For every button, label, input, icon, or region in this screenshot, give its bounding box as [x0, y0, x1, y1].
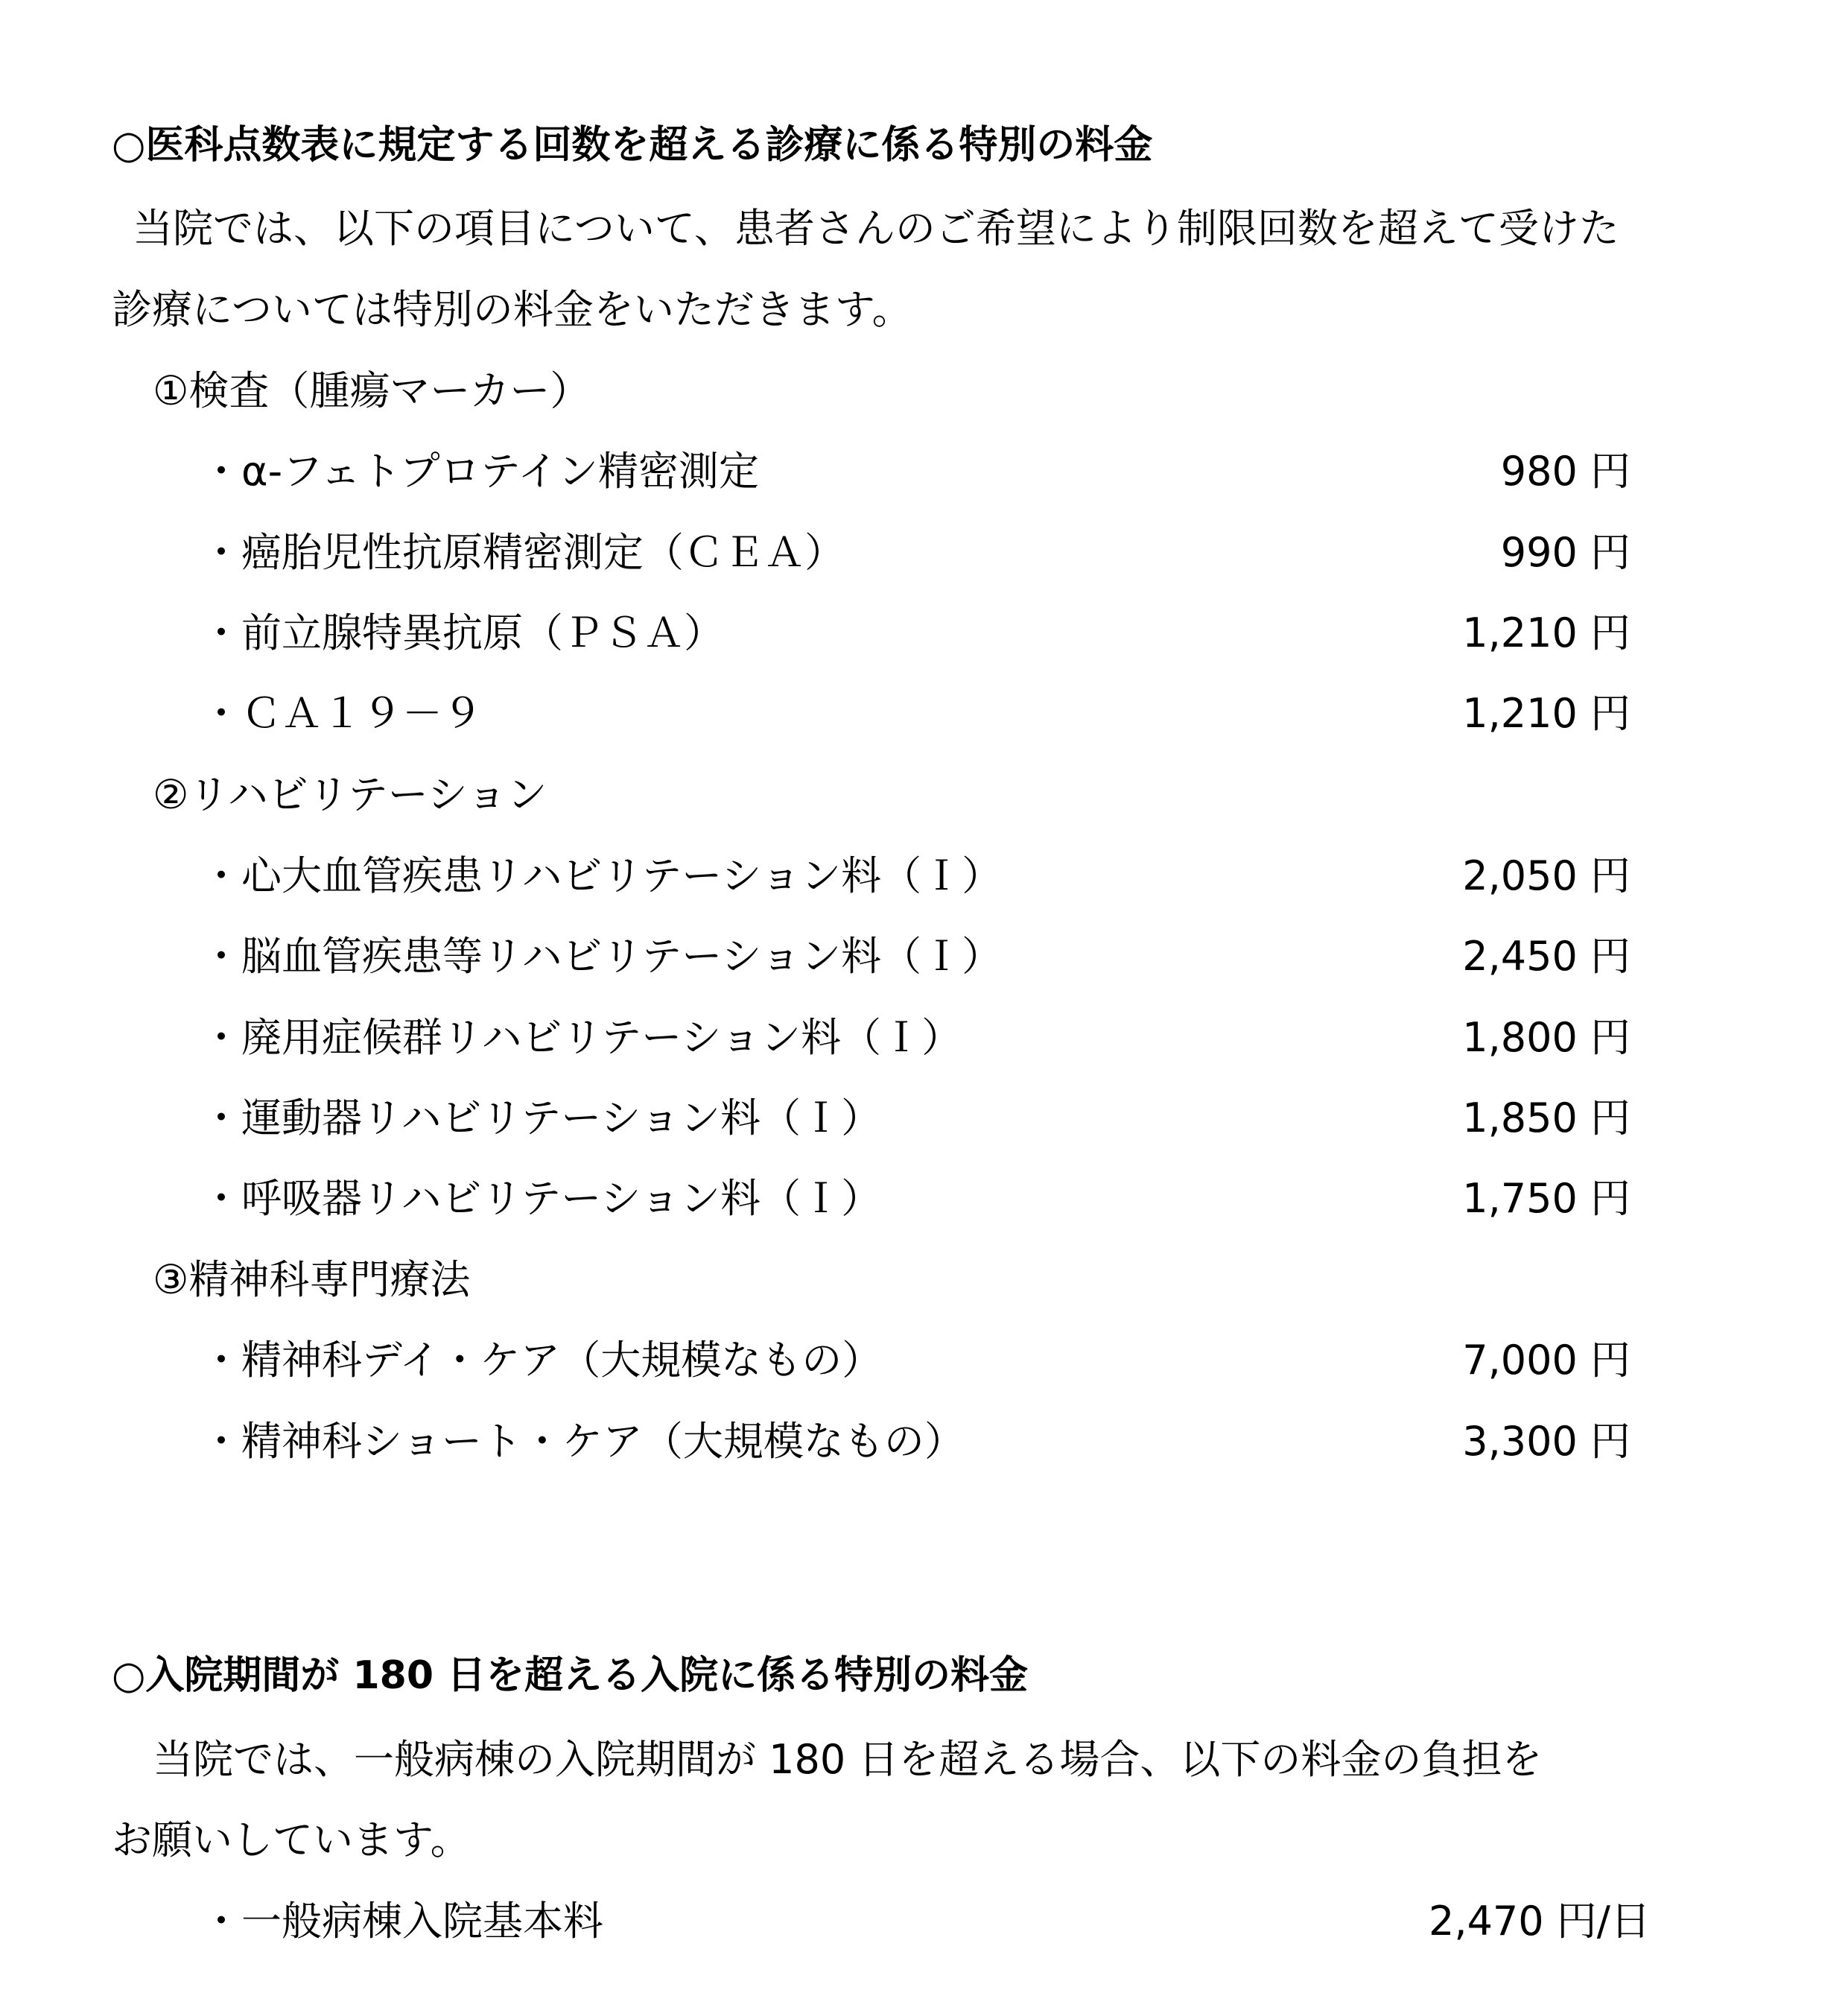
item-name: ・ＣＡ１９－９ — [201, 690, 483, 737]
item-price: 2,450 円 — [1462, 933, 1631, 980]
item-price: 980 円 — [1500, 448, 1631, 495]
item-price: 2,470 円/日 — [1429, 1898, 1651, 1945]
item-price: 1,850 円 — [1462, 1094, 1631, 1141]
item-price: 1,210 円 — [1462, 609, 1631, 656]
item-name: ・前立腺特異抗原（ＰＳＡ） — [201, 609, 724, 656]
item-name: ・精神科ショート・ケア（大規模なもの） — [201, 1418, 965, 1465]
section2-intro-line2: お願いしています。 — [112, 1816, 471, 1863]
category-label-tests: ①検査（腫瘍マーカー） — [153, 367, 591, 414]
item-name: ・α-フェトプロテイン精密測定 — [201, 448, 759, 495]
section2-intro-line1: 当院では、一般病棟の入院期間が 180 日を超える場合、以下の料金の負担を — [153, 1736, 1543, 1783]
section1-intro-line2: 診療については特別の料金をいただきます。 — [112, 286, 912, 333]
section1-intro-line1: 当院では、以下の項目について、患者さんのご希望により制限回数を超えて受けた — [133, 205, 1619, 252]
item-price: 1,750 円 — [1462, 1175, 1631, 1222]
item-name: ・精神科デイ・ケア（大規模なもの） — [201, 1337, 883, 1384]
item-price: 2,050 円 — [1462, 852, 1631, 899]
item-price: 1,800 円 — [1462, 1014, 1631, 1061]
item-name: ・癌胎児性抗原精密測定（ＣＥＡ） — [201, 529, 845, 576]
item-price: 7,000 円 — [1462, 1337, 1631, 1384]
item-name: ・心大血管疾患リハビリテーション料（Ｉ） — [201, 852, 1003, 899]
item-price: 1,210 円 — [1462, 690, 1631, 737]
item-name: ・呼吸器リハビリテーション料（Ｉ） — [201, 1175, 882, 1222]
category-label-psychiatric: ③精神科専門療法 — [153, 1256, 471, 1303]
item-name: ・脳血管疾患等リハビリテーション料（Ｉ） — [201, 933, 1003, 980]
item-name: ・運動器リハビリテーション料（Ｉ） — [201, 1094, 882, 1141]
item-price: 990 円 — [1500, 529, 1631, 576]
item-price: 3,300 円 — [1462, 1418, 1631, 1465]
category-label-rehabilitation: ②リハビリテーション — [153, 771, 547, 818]
section2-heading: ○入院期間が 180 日を超える入院に係る特別の料金 — [112, 1653, 1029, 1698]
item-name: ・廃用症候群リハビリテーション料（Ｉ） — [201, 1014, 962, 1061]
section1-heading: ○医科点数表に規定する回数を超える診療に係る特別の料金 — [112, 123, 1153, 168]
item-name: ・一般病棟入院基本料 — [201, 1898, 603, 1945]
